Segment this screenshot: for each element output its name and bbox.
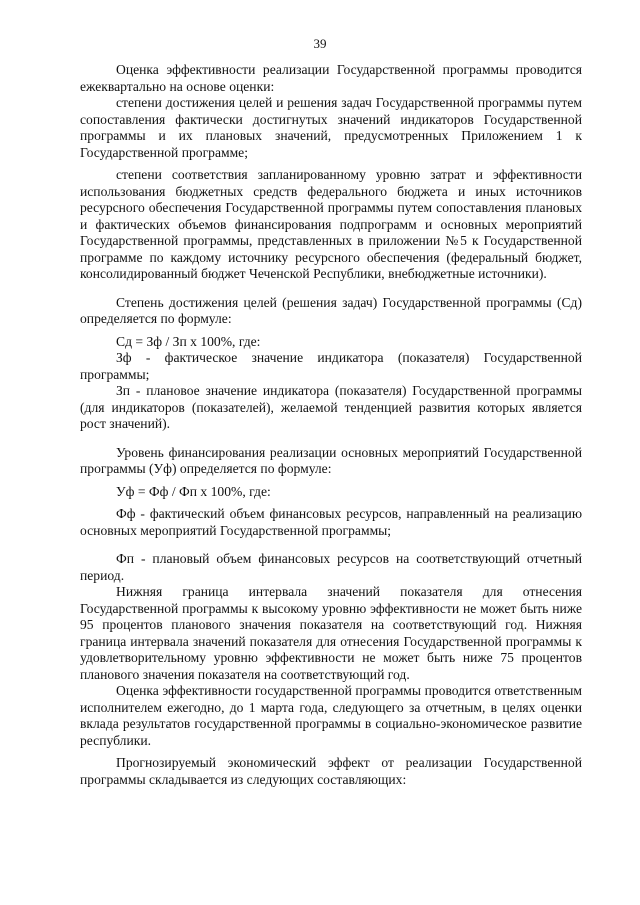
paragraph-annual-evaluation: Оценка эффективности государственной программы проводится ответственным исполнителем ежегодно, до 1 марта года, следующего за отчетным, в целях оценки вклада результатов государственной программы в социально-экономическое развитие республики. <box>80 683 582 748</box>
formula-sd: Сд = Зф / Зп х 100%, где: <box>116 333 261 349</box>
paragraph-evaluation-intro: Оценка эффективности реализации Государственной программы проводится ежеквартально на основе оценки: <box>80 62 582 94</box>
page-number: 39 <box>313 36 327 51</box>
formula-uf: Уф = Фф / Фп х 100%, где: <box>116 483 271 499</box>
definition-zp: Зп - плановое значение индикатора (показателя) Государственной программы (для индикаторов (показателей), желаемой тенденцией развития которых является рост значений). <box>80 383 582 431</box>
definition-zf: Зф - фактическое значение индикатора (показателя) Государственной программы; <box>80 350 582 382</box>
document-body <box>80 62 582 788</box>
paragraph-economic-effect: Прогнозируемый экономический эффект от реализации Государственной программы складывается из следующих составляющих: <box>80 755 582 787</box>
paragraph-lower-bound: Нижняя граница интервала значений показателя для отнесения Государственной программы к высокому уровню эффективности не может быть ниже 95 процентов планового значения показателя на соответствующий год. Нижняя граница интервала значений показателя для отнесения Государственной программы к удовлетворительному уровню эффективности не может быть ниже 75 процентов планового значения показателя на соответствующий год. <box>80 584 582 682</box>
paragraph-costs-degree: степени соответствия запланированному уровню затрат и эффективности использования бюджетных средств федерального бюджета и иных источников ресурсного обеспечения Государственной программы путем сопоставления плановых и фактических объемов финансирования подпрограмм и основных мероприятий Государственной программы, представленных в приложении №5 к Государственной программе по каждому источнику ресурсного обеспечения (федеральный бюджет, консолидированный бюджет Чеченской Республики, внебюджетные источники). <box>80 167 582 281</box>
paragraph-sd-intro: Степень достижения целей (решения задач) Государственной программы (Сд) определяется по формуле: <box>80 294 582 326</box>
definition-fp: Фп - плановый объем финансовых ресурсов на соответствующий отчетный период. <box>80 551 582 583</box>
definition-ff: Фф - фактический объем финансовых ресурсов, направленный на реализацию основных мероприятий Государственной программы; <box>80 506 582 538</box>
paragraph-uf-intro: Уровень финансирования реализации основных мероприятий Государственной программы (Уф) определяется по формуле: <box>80 444 582 476</box>
paragraph-goals-degree: степени достижения целей и решения задач Государственной программы путем сопоставления фактически достигнутых значений индикаторов Государственной программы и их плановых значений, предусмотренных Приложением 1 к Государственной программе; <box>80 95 582 160</box>
